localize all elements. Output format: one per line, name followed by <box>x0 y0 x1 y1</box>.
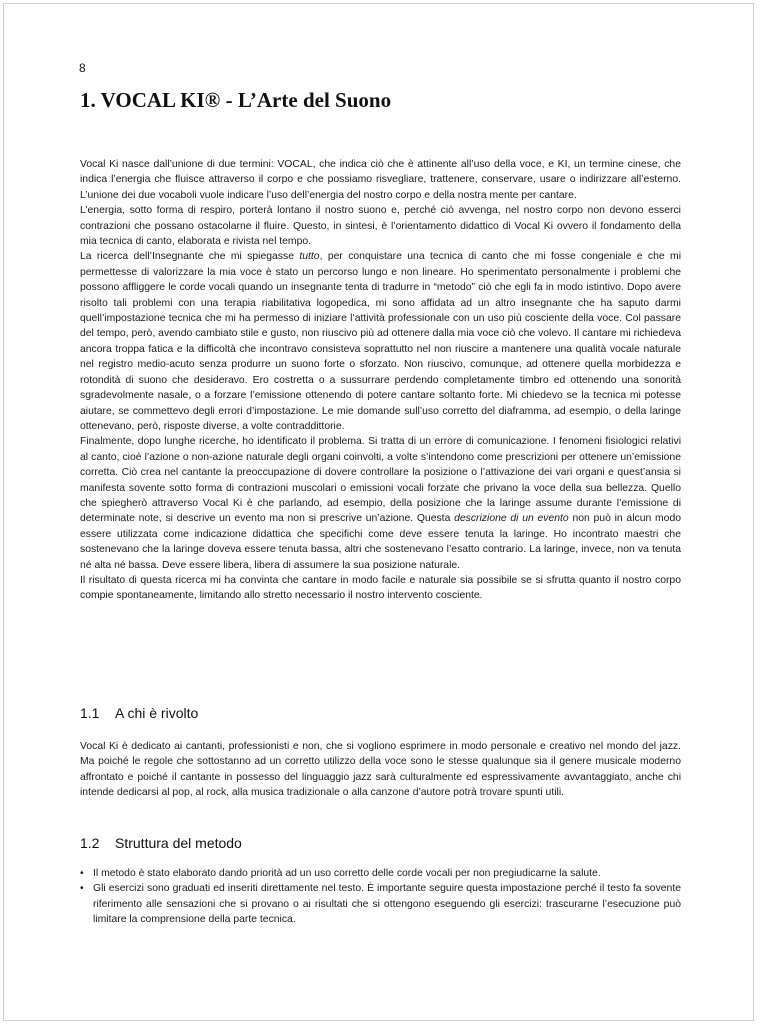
chapter-title: 1. VOCAL KI® - L’Arte del Suono <box>80 88 392 112</box>
section-1-1-body <box>80 739 681 801</box>
intro-paragraph-3 <box>80 249 681 434</box>
intro-paragraph-1: Vocal Ki nasce dall’unione di due termini: VOCAL, che indica ciò che è attinente all’uso della voce, e KI, un termine cinese, che indica l’energia che fluisce attraverso il corpo e che possiamo risvegliare, trattenere, conservare, usare o indirizzare all’esterno. L’unione dei due vocaboli vuole indicare l’uso dell’energia del nostro corpo e della nostra mente per cantare. <box>80 159 681 201</box>
list-item <box>80 881 681 927</box>
section-title-1-2: Struttura del metodo <box>115 835 242 851</box>
intro-paragraph-4-start: Finalmente, dopo lunghe ricerche, ho identificato il problema. Si tratta di un errore di comunicazione. I fenomeni fisiologici relativi al canto, cioè l’azione o non-azione naturale degli organi coinvolti, a volte s’intendono come prescrizioni per ottenere un’emissione corretta. Ciò crea nel cantante la preoccupazione di dovere controllare la posizione o l’attivazione dei vari organi e quest’ansia si manifesta sovente sotto forma di contrazioni muscolari o emissioni vocali forzate che privano la voce della sua bellezza. Quello che spiegherò attraverso Vocal Ki è che parlando, ad esempio, della posizione che la laringe assume durante l’emissione di determinate note, si descrive un evento ma non si prescrive un’azione. Questa <box>80 436 681 525</box>
intro-paragraph-4 <box>80 434 681 573</box>
intro-paragraph-3-emphasis: tutto <box>299 251 320 263</box>
intro-paragraph-5: Il risultato di questa ricerca mi ha convinta che cantare in modo facile e naturale sia possibile se si sfrutta quanto il nostro corpo compie spontaneamente, limitando allo stretto necessario il nostro intervento cosciente. <box>80 574 681 602</box>
section-number-1-2: 1.2 <box>80 835 100 851</box>
page-number: 8 <box>79 61 86 75</box>
intro-body <box>80 157 681 604</box>
intro-paragraph-4-emphasis: descrizione di un evento <box>454 513 569 525</box>
section-heading-1-1 <box>80 705 198 721</box>
list-item <box>80 866 681 881</box>
intro-paragraph-3-end: , per conquistare una tecnica di canto che mi fosse congeniale e che mi permettesse di valorizzare la mia voce è stato un percorso lungo e non lineare. Ho sperimentato personalmente i problemi che possono affliggere le corde vocali quando un insegnante tenta di tradurre in “metodo” ciò che egli fa in modo istintivo. Dopo avere risolto tali problemi con una terapia riabilitativa logopedica, mi sono affidata ad un altro insegnante che ha saputo darmi quell’impostazione tecnica che mi ha permesso di iniziare l’attività professionale con un uso più cosciente della voce. Col passare del tempo, però, avendo cambiato stile e gusto, non riuscivo più ad ottenere dalla mia voce ciò che volevo. Il cantare mi richiedeva ancora troppa fatica e la difficoltà che incontravo consisteva soprattutto nel non riuscire a mantenere una qualità vocale naturale nel registro medio-acuto senza produrre un suono forte o sforzato. Non riuscivo, comunque, ad ottenere quella morbidezza e rotondità di suono che desideravo. Ero costretta o a sussurrare perdendo completamente timbro ed ottenendo una sonorità sgradevolmente nasale, o a forzare l’emissione ottenendo di potere cantare soltanto forte. Mi chiedevo se la tecnica mi potesse aiutare, se commettevo degli errori d’impostazione. Le mie domande sull’uso corretto del diaframma, ad esempio, o della laringe ottenevano, però, risposte diverse, a volte contraddittorie. <box>80 251 682 432</box>
intro-paragraph-2: L’energia, sotto forma di respiro, porterà lontano il nostro suono e, perché ciò avvenga, nel nostro corpo non devono esserci contrazioni che possano ostacolarne il fluire. Questo, in sintesi, è l’orientamento didattico di Vocal Ki ovvero il fondamento della mia tecnica di canto, elaborata e rivista nel tempo. <box>80 205 681 248</box>
list-item-text: Gli esercizi sono graduati ed inseriti direttamente nel testo. È importante seguire questa impostazione perché il testo fa sovente riferimento alle sensazioni che si provano o ai risultati che si ottengono eseguendo gli esercizi: trascurarne l’esecuzione può limitare la comprensione della parte tecnica. <box>93 883 681 926</box>
intro-paragraph-3-start: La ricerca dell’Insegnante che mi spiegasse <box>80 251 300 263</box>
section-1-1-paragraph: Vocal Ki è dedicato ai cantanti, professionisti e non, che si vogliono esprimere in modo personale e creativo nel mondo del jazz. Ma poiché le regole che sottostanno ad un corretto utilizzo della voce sono le stesse qualunque sia il genere musicale moderno affrontato e poiché il cantante in possesso del linguaggio jazz sarà culturalmente ed espressivamente avvantaggiato, anche chi intende dedicarsi al pop, al rock, alla musica tradizionale o alla canzone d’autore potrà trovare spunti utili. <box>80 741 681 799</box>
method-structure-list <box>80 866 681 928</box>
section-heading-1-2 <box>80 835 242 851</box>
bullet-icon: • <box>80 883 84 895</box>
section-title-1-1: A chi è rivolto <box>115 705 199 721</box>
intro-paragraph-4-end: non può in alcun modo essere utilizzata come indicazione didattica che specifichi come deve essere tenuta la laringe. Ho incontrato maestri che sostenevano che la laringe doveva essere tenuta bassa, altri che sostenevano l’esatto contrario. La laringe, invece, non va tenuta né alta né bassa. Deve essere libera, libera di assumere la sua posizione naturale. <box>80 513 682 571</box>
section-number-1-1: 1.1 <box>80 705 100 721</box>
bullet-icon: • <box>80 868 84 879</box>
list-item-text: Il metodo è stato elaborato dando priorità ad un uso corretto delle corde vocali per non pregiudicarne la salute. <box>93 868 601 879</box>
